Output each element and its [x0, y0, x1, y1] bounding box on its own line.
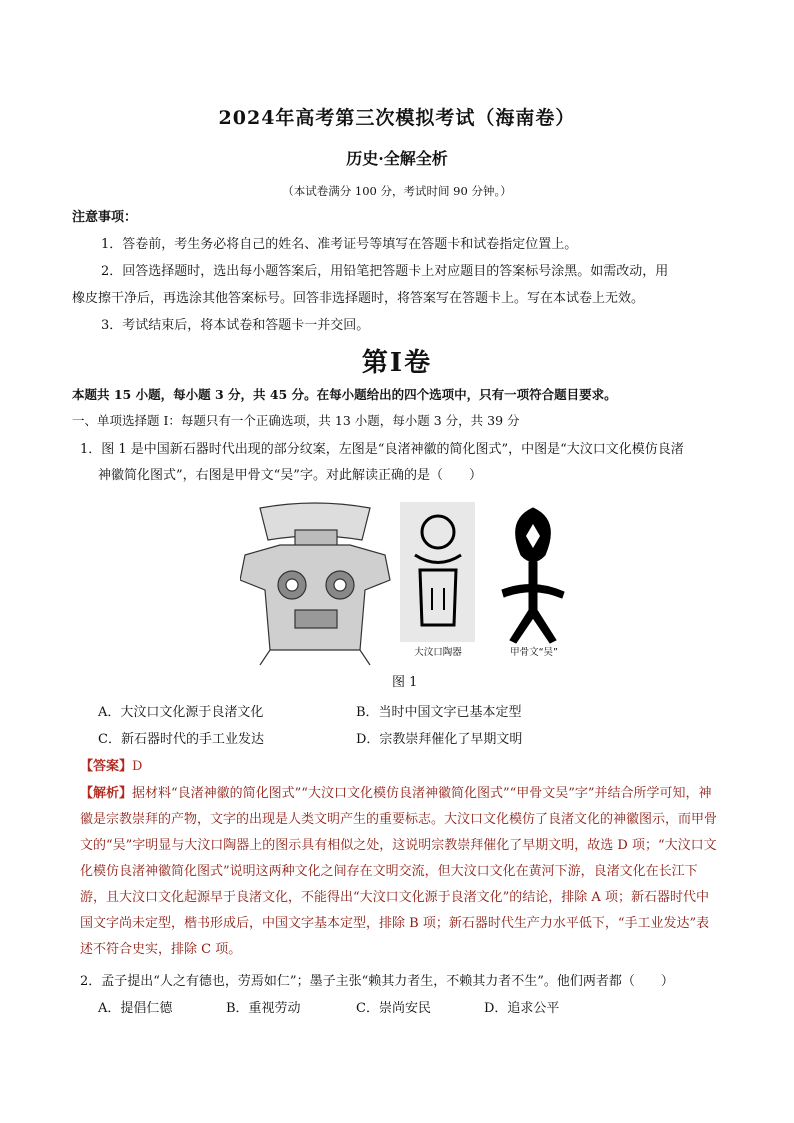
question-1-stem-cont: 神徽简化图式”，右图是甲骨文“吴”字。对此解读正确的是（ ）: [98, 468, 482, 483]
figure-caption: 图 1: [392, 675, 418, 690]
figure-1: [240, 500, 565, 670]
analysis-tag: 【解析】: [80, 786, 133, 801]
figure-label-right: 甲骨文“吴”: [510, 647, 558, 658]
notice-item: 3．考试结束后，将本试卷和答题卡一并交回。: [101, 318, 370, 333]
notice-item: 1．答卷前，考生务必将自己的姓名、准考证号等填写在答题卡和试卷指定位置上。: [101, 237, 578, 252]
section-heading: 第I卷: [361, 348, 433, 378]
analysis-text: 据材料“良渚神徽的简化图式”“大汶口文化模仿良渚神徽简化图式”“甲骨文吴”字”并结合所学可知，神徽是宗教崇拜的产物，文字的出现是人类文明产生的重要标志。大汶口文化模仿了良渚文化的神徽图示，而甲骨文的“吴”字明显与大汶口陶器上的图示具有相似之处，这说明宗教崇拜催化了早期文明，故选 D 项；“大汶口文化模仿良渚神徽简化图式”说明这两种文化之间存在文明交流，但大汶口文化在黄河下游，良渚文化在长江下游，且大汶口文化起源早于良渚文化，不能得出“大汶口文化源于良渚文化”的结论，排除 A 项；新石器时代中国文字尚未定型，楷书形成后，中国文字基本定型，排除 B 项；新石器时代生产力水平低下，“手工业发达”表述不符合史实，排除 C 项。: [80, 786, 718, 957]
liangzhu-emblem-image: [240, 503, 390, 665]
notices-heading: 注意事项：: [72, 210, 138, 225]
q1-analysis: [80, 781, 720, 963]
q2-option-b: B．重视劳动: [226, 1001, 301, 1016]
answer-tag: 【答案】: [80, 759, 133, 774]
q2-option-a: A．提倡仁德: [98, 1001, 173, 1016]
figure-1-art: [240, 500, 565, 670]
answer-value: D: [132, 759, 143, 774]
dawenkou-pottery-image: [400, 502, 475, 642]
exam-note: （本试卷满分 100 分，考试时间 90 分钟。）: [282, 184, 512, 198]
q1-option-a: A．大汶口文化源于良渚文化: [98, 705, 264, 720]
q2-option-d: D．追求公平: [484, 1001, 560, 1016]
q1-answer: [80, 757, 142, 777]
page-subtitle: 历史·全解全析: [346, 149, 448, 168]
q1-option-c: C．新石器时代的手工业发达: [98, 732, 264, 747]
section-instruction: 本题共 15 小题，每小题 3 分，共 45 分。在每小题给出的四个选项中，只有一项符合题目要求。: [72, 387, 617, 402]
q2-option-c: C．崇尚安民: [356, 1001, 431, 1016]
q1-option-d: D．宗教崇拜催化了早期文明: [356, 732, 523, 747]
notice-item: 橡皮擦干净后，再选涂其他答案标号。回答非选择题时，将答案写在答题卡上。写在本试卷上无效。: [72, 291, 645, 306]
page-title: 2024年高考第三次模拟考试（海南卷）: [218, 107, 576, 129]
question-1-stem: 1．图 1 是中国新石器时代出现的部分纹案，左图是“良渚神徽的简化图式”，中图是“大汶口文化模仿良渚: [80, 442, 684, 457]
oracle-wu-image: [502, 508, 564, 643]
figure-label-mid: 大汶口陶器: [414, 647, 462, 658]
question-2-stem: 2．孟子提出“人之有德也，劳焉如仁”；墨子主张“赖其力者生，不赖其力者不生”。他们两者都（ ）: [80, 974, 674, 989]
notice-item: 2．回答选择题时，选出每小题答案后，用铅笔把答题卡上对应题目的答案标号涂黑。如需改动，用: [101, 264, 669, 279]
section-part: 一、单项选择题 I：每题只有一个正确选项，共 13 小题，每小题 3 分，共 39 分: [72, 413, 520, 428]
q1-option-b: B．当时中国文字已基本定型: [356, 705, 522, 720]
